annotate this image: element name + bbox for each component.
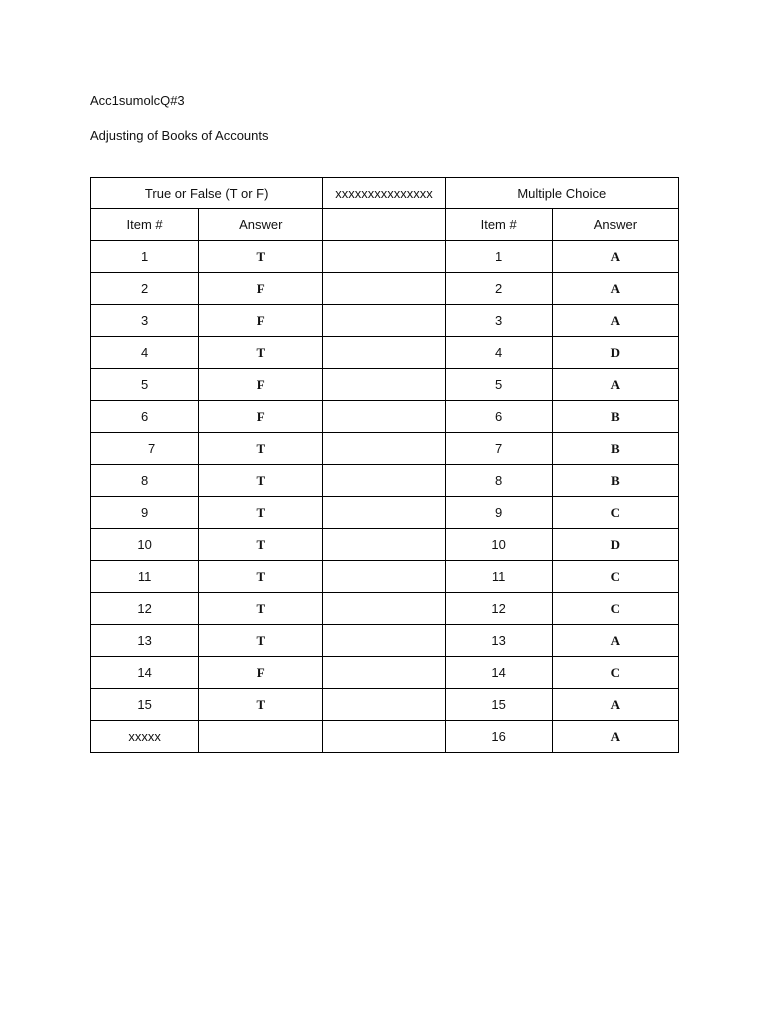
tf-item-cell: 13 — [91, 625, 199, 657]
tf-item-cell: 4 — [91, 337, 199, 369]
tf-item-cell: 14 — [91, 657, 199, 689]
tf-answer-cell: T — [199, 689, 323, 721]
mc-answer-cell: B — [552, 465, 678, 497]
tf-answer-cell: F — [199, 305, 323, 337]
mc-item-cell: 2 — [445, 273, 552, 305]
multiple-choice-header: Multiple Choice — [445, 178, 678, 209]
tf-item-cell: 9 — [91, 497, 199, 529]
tf-answer-cell: T — [199, 465, 323, 497]
mc-answer-cell: A — [552, 369, 678, 401]
tf-answer-cell: T — [199, 241, 323, 273]
tf-item-cell: xxxxx — [91, 721, 199, 753]
separator-column-cell — [323, 401, 445, 433]
table-subheader-row — [91, 209, 679, 241]
mc-answer-cell: B — [552, 433, 678, 465]
separator-column-cell — [323, 497, 445, 529]
separator-column-cell — [323, 369, 445, 401]
tf-item-cell: 15 — [91, 689, 199, 721]
table-row — [91, 593, 679, 625]
tf-answer-cell: F — [199, 657, 323, 689]
mc-item-cell: 7 — [445, 433, 552, 465]
mc-answer-cell: A — [552, 273, 678, 305]
tf-answer-cell: T — [199, 497, 323, 529]
answer-key-table-body — [91, 178, 679, 753]
tf-item-cell: 8 — [91, 465, 199, 497]
mc-answer-cell: C — [552, 657, 678, 689]
mc-item-cell: 4 — [445, 337, 552, 369]
mc-item-cell: 1 — [445, 241, 552, 273]
separator-column-cell — [323, 529, 445, 561]
mc-item-cell: 3 — [445, 305, 552, 337]
table-row — [91, 305, 679, 337]
tf-item-cell: 11 — [91, 561, 199, 593]
mc-answer-cell: B — [552, 401, 678, 433]
table-row — [91, 529, 679, 561]
table-row — [91, 561, 679, 593]
mc-item-cell: 10 — [445, 529, 552, 561]
mc-answer-cell: D — [552, 529, 678, 561]
document-title: Adjusting of Books of Accounts — [90, 128, 269, 143]
tf-answer-cell: T — [199, 561, 323, 593]
table-row — [91, 497, 679, 529]
tf-item-cell: 5 — [91, 369, 199, 401]
mc-item-cell: 13 — [445, 625, 552, 657]
tf-answer-cell: T — [199, 593, 323, 625]
tf-item-cell: 2 — [91, 273, 199, 305]
tf-item-cell: 12 — [91, 593, 199, 625]
mc-item-cell: 16 — [445, 721, 552, 753]
mc-answer-cell: A — [552, 241, 678, 273]
tf-item-cell: 3 — [91, 305, 199, 337]
tf-answer-cell: T — [199, 529, 323, 561]
mc-answer-column-header: Answer — [552, 209, 678, 241]
tf-answer-cell: T — [199, 625, 323, 657]
tf-answer-cell — [199, 721, 323, 753]
mc-item-cell: 15 — [445, 689, 552, 721]
separator-column-cell — [323, 305, 445, 337]
tf-item-cell: 7 — [91, 433, 199, 465]
separator-column-cell — [323, 465, 445, 497]
mc-item-column-header: Item # — [445, 209, 552, 241]
separator-column-cell — [323, 273, 445, 305]
separator-column-cell — [323, 433, 445, 465]
separator-column-cell — [323, 721, 445, 753]
separator-column-cell — [323, 689, 445, 721]
tf-item-cell: 10 — [91, 529, 199, 561]
table-row — [91, 241, 679, 273]
table-row — [91, 721, 679, 753]
tf-answer-column-header: Answer — [199, 209, 323, 241]
table-header-row — [91, 178, 679, 209]
tf-item-cell: 1 — [91, 241, 199, 273]
mc-answer-cell: A — [552, 305, 678, 337]
mc-item-cell: 8 — [445, 465, 552, 497]
tf-answer-cell: F — [199, 369, 323, 401]
table-row — [91, 433, 679, 465]
tf-answer-cell: T — [199, 433, 323, 465]
table-row — [91, 465, 679, 497]
table-row — [91, 369, 679, 401]
mc-answer-cell: C — [552, 593, 678, 625]
true-false-header: True or False (T or F) — [91, 178, 323, 209]
table-row — [91, 657, 679, 689]
mc-answer-cell: C — [552, 561, 678, 593]
mc-item-cell: 12 — [445, 593, 552, 625]
separator-column-cell — [323, 241, 445, 273]
separator-column-cell — [323, 657, 445, 689]
table-row — [91, 273, 679, 305]
mc-item-cell: 5 — [445, 369, 552, 401]
tf-answer-cell: T — [199, 337, 323, 369]
mc-item-cell: 9 — [445, 497, 552, 529]
mc-item-cell: 11 — [445, 561, 552, 593]
mc-answer-cell: A — [552, 625, 678, 657]
tf-answer-cell: F — [199, 273, 323, 305]
table-row — [91, 625, 679, 657]
mc-answer-cell: C — [552, 497, 678, 529]
separator-column-cell — [323, 625, 445, 657]
table-row — [91, 689, 679, 721]
table-row — [91, 337, 679, 369]
separator-column-cell — [323, 561, 445, 593]
table-row — [91, 401, 679, 433]
tf-item-column-header: Item # — [91, 209, 199, 241]
separator-column-cell — [323, 593, 445, 625]
mc-item-cell: 6 — [445, 401, 552, 433]
document-code: Acc1sumolcQ#3 — [90, 93, 185, 108]
tf-item-cell: 6 — [91, 401, 199, 433]
answer-key-table — [90, 177, 679, 753]
mc-answer-cell: A — [552, 689, 678, 721]
mc-answer-cell: A — [552, 721, 678, 753]
separator-column-cell — [323, 337, 445, 369]
mc-item-cell: 14 — [445, 657, 552, 689]
tf-answer-cell: F — [199, 401, 323, 433]
separator-header: xxxxxxxxxxxxxxx — [323, 178, 445, 209]
separator-column-cell — [323, 209, 445, 241]
mc-answer-cell: D — [552, 337, 678, 369]
